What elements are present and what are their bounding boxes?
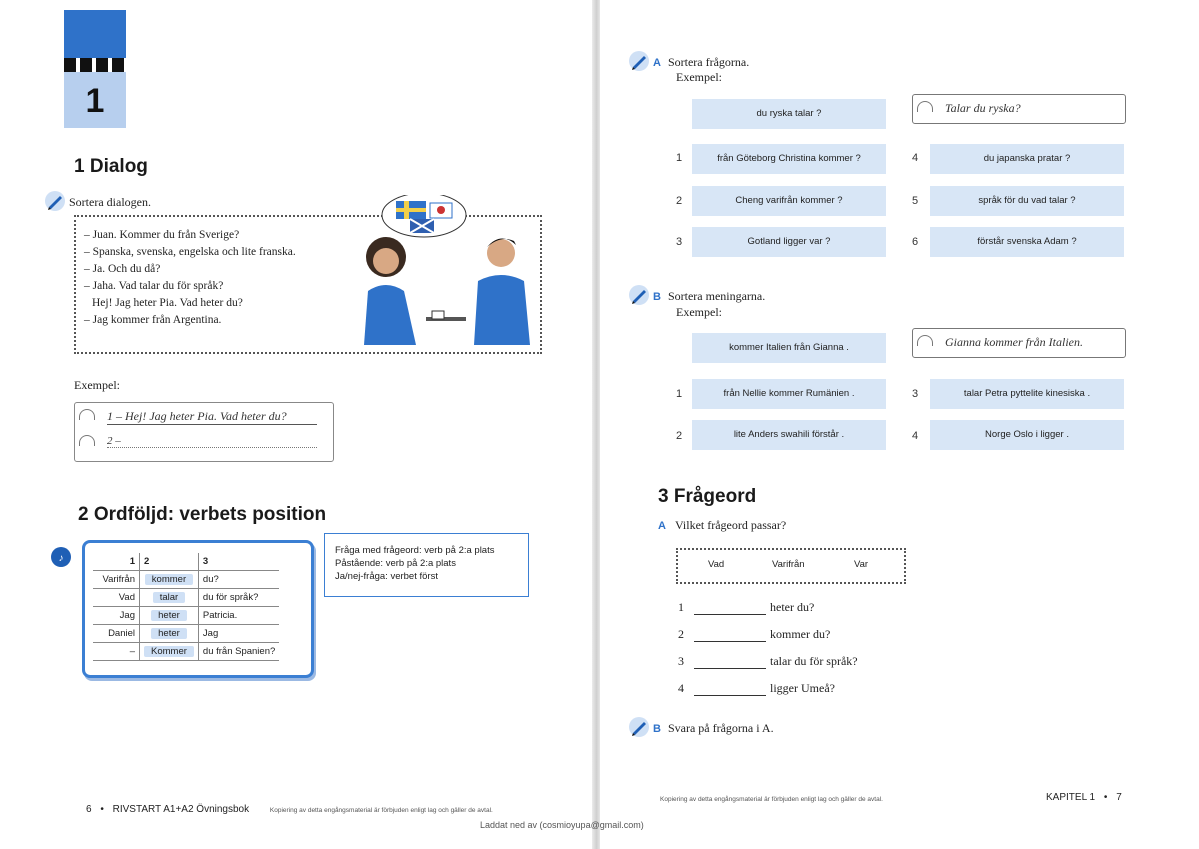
- section3B-instruction: Svara på frågorna i A.: [667, 721, 774, 735]
- curl-icon: [917, 335, 933, 346]
- left-page: [0, 0, 596, 849]
- fill-item: [678, 600, 814, 615]
- word-card: du ryska talar ?: [692, 99, 886, 129]
- table-row: [93, 643, 279, 661]
- fill-text: kommer du?: [770, 627, 831, 641]
- footer-chapter: KAPITEL 1: [1046, 792, 1096, 803]
- item-number: 4: [912, 152, 919, 164]
- example-answer-2: 2 –: [107, 435, 317, 448]
- section3A-heading: [658, 518, 786, 533]
- left-footer: 6 • RIVSTART A1+A2 Övningsbok Kopiering av detta engångsmaterial är förbjuden enligt lag och gäller de avtal.: [86, 804, 493, 815]
- dialog-box: [74, 215, 542, 354]
- table-cell: Jag: [93, 607, 140, 625]
- sectionA-instruction: Sortera frågorna.: [667, 55, 750, 69]
- chapter-tab: [64, 10, 126, 128]
- fill-text: heter du?: [770, 600, 815, 614]
- table-cell: du?: [198, 571, 279, 589]
- item-number: 1: [676, 388, 683, 400]
- pencil-icon: [628, 50, 650, 72]
- question-word: Varifrån: [772, 559, 805, 570]
- dialog-line: – Ja. Och du då?: [84, 263, 161, 275]
- dialog-illustration: [346, 195, 546, 353]
- word-card: lite Anders swahili förstår .: [692, 420, 886, 450]
- footer-page-number: 6: [86, 804, 92, 815]
- svg-text:♪: ♪: [58, 553, 64, 564]
- item-number: 5: [912, 195, 919, 207]
- pencil-icon: [44, 190, 66, 212]
- item-number: 4: [912, 430, 919, 442]
- word-card: från Göteborg Christina kommer ?: [692, 144, 886, 174]
- dialog-line: – Jag kommer från Argentina.: [84, 314, 222, 326]
- answer-blank[interactable]: [694, 658, 766, 669]
- dialog-line: – Spanska, svenska, engelska och lite franska.: [84, 246, 296, 258]
- question-word: Vad: [708, 559, 725, 570]
- section-letter: A: [658, 520, 666, 532]
- section-letter: B: [653, 723, 661, 735]
- section3B-heading: [628, 716, 774, 742]
- table-cell: Daniel: [93, 625, 140, 643]
- example-answer: Gianna kommer från Italien.: [945, 335, 1083, 349]
- right-footer: KAPITEL 1 • 7: [1046, 792, 1122, 803]
- footer-copyright: Kopiering av detta engångsmaterial är förbjuden enligt lag och gäller de avtal.: [660, 796, 883, 803]
- footer-copyright: Kopiering av detta engångsmaterial är förbjuden enligt lag och gäller de avtal.: [269, 807, 493, 814]
- verb-pill: heter: [151, 610, 187, 621]
- table-row: [93, 589, 279, 607]
- rule-line: Ja/nej-fråga: verbet först: [335, 571, 438, 582]
- verb-pill: talar: [153, 592, 185, 603]
- table-row: [93, 607, 279, 625]
- table-row: [93, 571, 279, 589]
- example-answer-box: [74, 402, 334, 462]
- example-answer-box: [912, 94, 1126, 124]
- section1-instruction: Sortera dialogen.: [69, 195, 151, 209]
- dialog-line: – Jaha. Vad talar du för språk?: [84, 280, 224, 292]
- word-card: Norge Oslo i ligger .: [930, 420, 1124, 450]
- item-number: 3: [678, 654, 684, 668]
- word-card: Gotland ligger var ?: [692, 227, 886, 257]
- table-cell: Patricia.: [198, 607, 279, 625]
- item-number: 3: [912, 388, 919, 400]
- example-answer-1: 1 – Hej! Jag heter Pia. Vad heter du?: [107, 409, 317, 425]
- verb-pill: Kommer: [144, 646, 194, 657]
- sectionB-instruction: Sortera meningarna.: [667, 289, 766, 303]
- example-answer-box: [912, 328, 1126, 358]
- download-note: Laddat ned av (cosmioyupa@gmail.com): [480, 820, 644, 830]
- curl-icon: [917, 101, 933, 112]
- pencil-icon: [628, 284, 650, 306]
- answer-blank[interactable]: [694, 631, 766, 642]
- item-number: 2: [678, 627, 684, 641]
- table-cell: –: [93, 643, 140, 661]
- table-row: [93, 625, 279, 643]
- table-cell: Jag: [198, 625, 279, 643]
- word-card: språk för du vad talar ?: [930, 186, 1124, 216]
- verb-pill: heter: [151, 628, 187, 639]
- answer-blank[interactable]: [694, 685, 766, 696]
- fill-text: ligger Umeå?: [770, 681, 835, 695]
- section1-title: 1 Dialog: [74, 156, 148, 177]
- item-number: 2: [676, 195, 683, 207]
- item-number: 1: [676, 152, 683, 164]
- section2-title: 2 Ordföljd: verbets position: [78, 504, 327, 525]
- item-number: 6: [912, 236, 919, 248]
- item-number: 1: [678, 600, 684, 614]
- table-cell: Vad: [93, 589, 140, 607]
- item-number: 4: [678, 681, 684, 695]
- rule-line: Fråga med frågeord: verb på 2:a plats: [335, 545, 495, 556]
- word-card: du japanska pratar ?: [930, 144, 1124, 174]
- curl-icon: [79, 409, 95, 420]
- section-letter: B: [653, 291, 661, 303]
- dialog-line: – Juan. Kommer du från Sverige?: [84, 229, 240, 241]
- rule-line: Påstående: verb på 2:a plats: [335, 558, 456, 569]
- curl-icon: [79, 435, 95, 446]
- section-letter: A: [653, 57, 661, 69]
- table-cell: du från Spanien?: [198, 643, 279, 661]
- pencil-icon: [628, 716, 650, 738]
- fill-text: talar du för språk?: [770, 654, 858, 668]
- word-card: kommer Italien från Gianna .: [692, 333, 886, 363]
- item-number: 3: [676, 236, 683, 248]
- example-label: Exempel:: [676, 70, 722, 84]
- footer-page-number: 7: [1116, 792, 1122, 803]
- section3-title: 3 Frågeord: [658, 486, 757, 507]
- item-number: 2: [676, 430, 683, 442]
- audio-icon: [50, 546, 72, 568]
- example-label: Exempel:: [676, 305, 722, 319]
- example-label: Exempel:: [74, 378, 120, 392]
- dialog-line: Hej! Jag heter Pia. Vad heter du?: [92, 297, 243, 309]
- question-word: Var: [854, 559, 869, 570]
- section1-instruction-row: [44, 190, 151, 216]
- word-order-table: [82, 540, 314, 678]
- fill-item: [678, 654, 858, 669]
- table-cell: Varifrån: [93, 571, 140, 589]
- dialog-lines: [84, 227, 296, 329]
- rule-box: [324, 533, 529, 597]
- right-page: [600, 0, 1199, 849]
- word-card: Cheng varifrån kommer ?: [692, 186, 886, 216]
- answer-blank[interactable]: [694, 604, 766, 615]
- verb-pill: kommer: [145, 574, 193, 585]
- fill-item: [678, 681, 835, 696]
- chapter-number: 1: [64, 72, 126, 128]
- table-header: 3: [198, 553, 279, 571]
- section3A-instruction: Vilket frågeord passar?: [674, 518, 787, 532]
- table-header: 1: [93, 553, 140, 571]
- table-header-row: [93, 553, 279, 571]
- word-card: förstår svenska Adam ?: [930, 227, 1124, 257]
- question-word-box: [676, 548, 906, 584]
- example-answer: Talar du ryska?: [945, 101, 1021, 115]
- table-header: 2: [140, 553, 199, 571]
- fill-item: [678, 627, 830, 642]
- word-card: från Nellie kommer Rumänien .: [692, 379, 886, 409]
- footer-book-title: RIVSTART A1+A2 Övningsbok: [112, 804, 250, 815]
- word-card: talar Petra pyttelite kinesiska .: [930, 379, 1124, 409]
- chapter-tab-stripe: [64, 58, 126, 72]
- table-cell: du för språk?: [198, 589, 279, 607]
